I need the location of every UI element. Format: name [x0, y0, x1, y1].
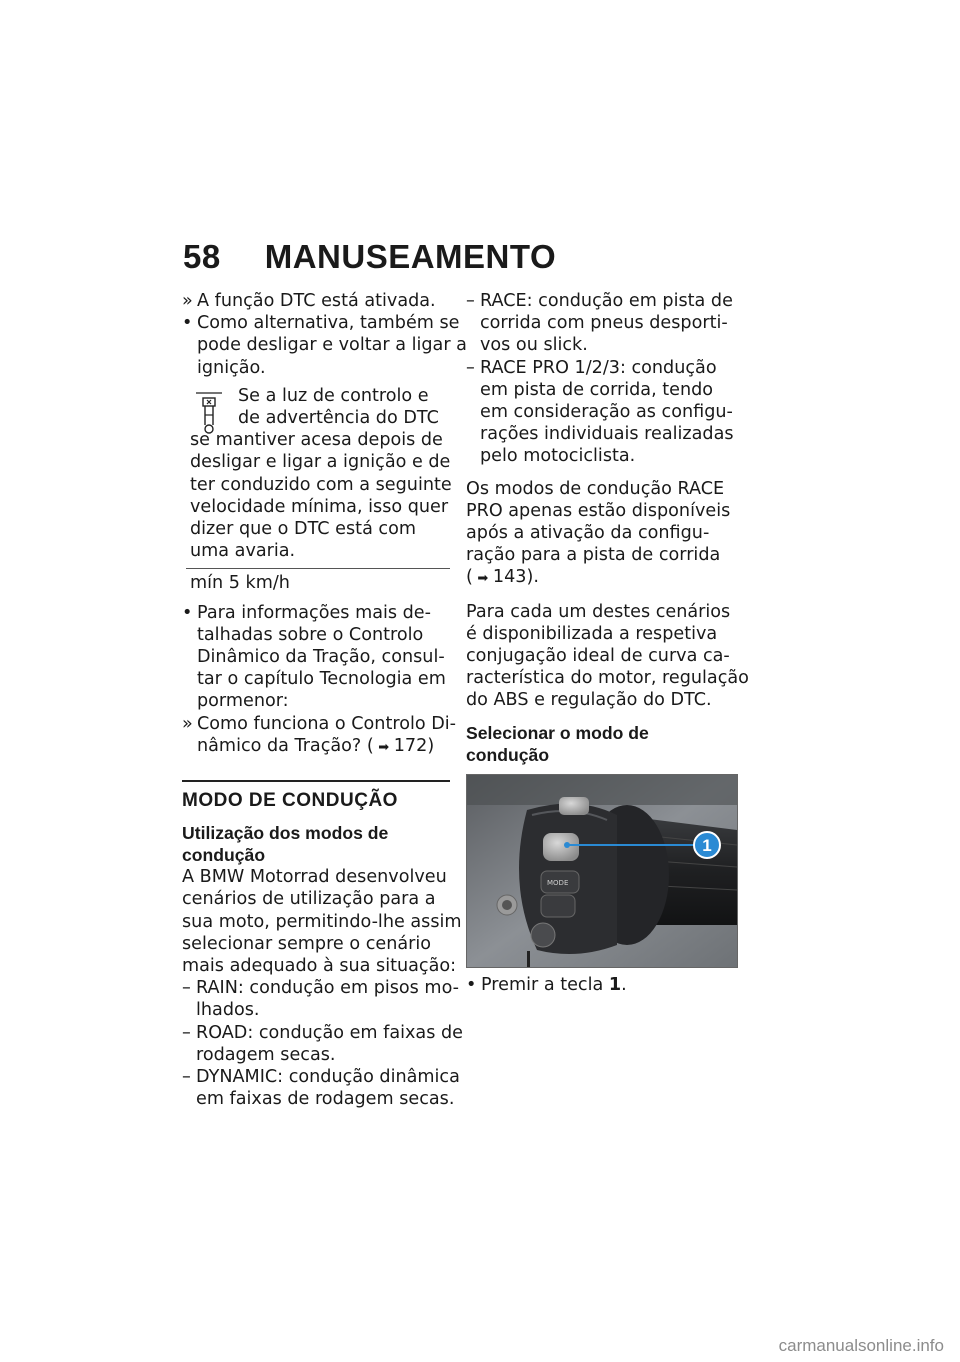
page-number: 58 [183, 238, 221, 275]
text-line: Se a luz de controlo e [238, 385, 429, 406]
text-line: corrida com pneus desporti- [480, 313, 728, 334]
text-line: Como alternativa, também se [197, 313, 460, 334]
text-line: DYNAMIC: condução dinâmica [196, 1067, 460, 1088]
dash-icon: – [182, 1022, 191, 1043]
text-line: de advertência do DTC [238, 408, 439, 429]
text-line: Selecionar o modo de [466, 722, 649, 743]
text-line: condução [466, 744, 550, 765]
list-item [182, 1066, 460, 1110]
watermark: carmanualsonline.info [778, 1336, 944, 1355]
handlebar-switch-photo [466, 774, 738, 968]
section-title: MODO DE CONDUÇÃO [182, 790, 398, 812]
subheading [182, 822, 450, 866]
bullet-icon: • [182, 313, 193, 334]
text-line: ter conduzido com a seguinte [190, 474, 452, 495]
text-line: desligar e ligar a ignição e de [190, 452, 451, 473]
dash-icon: – [466, 291, 475, 311]
bullet-icon: • [466, 974, 477, 995]
text-line: em pista de corrida, tendo [480, 379, 714, 400]
text-line: velocidade mínima, isso quer [190, 496, 449, 517]
paragraph [466, 601, 749, 712]
text-line: pode desligar e voltar a ligar a [197, 335, 467, 356]
warning-value: mín 5 km/h [186, 568, 450, 597]
text-line: ignição. [197, 357, 266, 378]
text-line: Como funciona o Controlo Di- [197, 713, 456, 734]
text-span: Premir a tecla [481, 974, 609, 995]
text-line: se mantiver acesa depois de [190, 430, 443, 451]
text-line: RACE: condução em pista de [480, 291, 733, 311]
text-line: em consideração as configu- [480, 402, 733, 423]
text-line: tar o capítulo Tecnologia em [197, 669, 446, 690]
text-line: mais adequado à sua situação: [182, 956, 457, 977]
right-column [466, 290, 749, 996]
dash-icon: – [466, 357, 475, 378]
list-item [182, 312, 467, 379]
text-line: ROAD: condução em faixas de [196, 1022, 463, 1043]
text-line: conjugação ideal de curva ca- [466, 646, 730, 667]
handlebar-switch-illustration [467, 775, 737, 967]
page-reference-arrow-icon: ➡ [378, 739, 390, 755]
text-span: nâmico da Tração? ( [197, 735, 374, 756]
text-line: selecionar sempre o cenário [182, 933, 432, 954]
dash-icon: – [182, 1067, 191, 1088]
intro-paragraph [182, 866, 462, 977]
text-line: RACE PRO 1/2/3: condução [480, 357, 717, 378]
page-reference[interactable]: 143 [492, 567, 527, 588]
text-line: dizer que o DTC está com [190, 519, 417, 540]
text-line: pelo motociclista. [480, 446, 636, 467]
text-line: Para cada um destes cenários [466, 601, 731, 622]
key-number: 1 [608, 974, 622, 995]
text-line: Para informações mais de- [197, 602, 431, 623]
warning-box [186, 385, 450, 598]
text-line: cenários de utilização para a [182, 889, 436, 910]
subheading [466, 722, 738, 766]
page-reference-arrow-icon: ➡ [477, 571, 489, 587]
text-line [466, 566, 738, 590]
text-line: A BMW Motorrad desenvolveu [182, 867, 447, 888]
text-line: rodagem secas. [196, 1044, 336, 1065]
text-line: vos ou slick. [480, 335, 588, 356]
text-line: ração para a pista de corrida [466, 545, 721, 566]
mode-button-label: MODE [547, 878, 569, 887]
text-line: condução [182, 845, 266, 866]
chapter-title: MANUSEAMENTO [264, 238, 557, 275]
left-column [182, 290, 467, 1111]
text-line: racterística do motor, regulação [466, 668, 749, 689]
text-span: ( [466, 567, 473, 588]
text-line: uma avaria. [190, 541, 296, 562]
result-arrow-icon: » [182, 291, 193, 311]
list-item [182, 602, 450, 713]
text-line: do ABS e regulação do DTC. [466, 690, 712, 711]
text-line: lhados. [196, 1000, 260, 1021]
text-line: Dinâmico da Tração, consul- [197, 647, 445, 668]
list-item [466, 357, 738, 468]
list-item [182, 977, 460, 1021]
dash-icon: – [182, 978, 191, 999]
text-span: ) [427, 735, 435, 756]
page-reference[interactable]: 172 [393, 735, 428, 756]
text-line: Utilização dos modos de [182, 823, 389, 844]
list-item [182, 290, 450, 312]
list-item [182, 1022, 463, 1066]
text-line: em faixas de rodagem secas. [196, 1089, 455, 1110]
text-line: Os modos de condução RACE [466, 478, 725, 499]
text-line: é disponibilizada a respetiva [466, 623, 718, 644]
text-line: rações individuais realizadas [480, 424, 734, 445]
text-span: . [621, 974, 627, 995]
text-line [197, 735, 450, 759]
text-line: sua moto, permitindo-lhe assim [182, 911, 462, 932]
text-line: pormenor: [197, 691, 289, 712]
text-line: após a ativação da configu- [466, 523, 710, 544]
text-line: RAIN: condução em pisos mo- [196, 978, 460, 999]
list-item [466, 290, 738, 357]
text-line: A função DTC está ativada. [197, 291, 436, 311]
text-span: ). [526, 567, 539, 588]
callout-number: 1 [702, 835, 712, 855]
section-divider [182, 780, 450, 782]
list-item [466, 974, 738, 996]
bullet-icon: • [182, 602, 193, 623]
list-item [182, 713, 456, 759]
text-line: PRO apenas estão disponíveis [466, 500, 731, 521]
result-arrow-icon: » [182, 713, 193, 734]
dtc-warning-light-icon [194, 391, 224, 435]
text-line: talhadas sobre o Controlo [197, 624, 424, 645]
page-header [183, 238, 556, 276]
text-line [481, 974, 738, 996]
paragraph [466, 478, 738, 591]
